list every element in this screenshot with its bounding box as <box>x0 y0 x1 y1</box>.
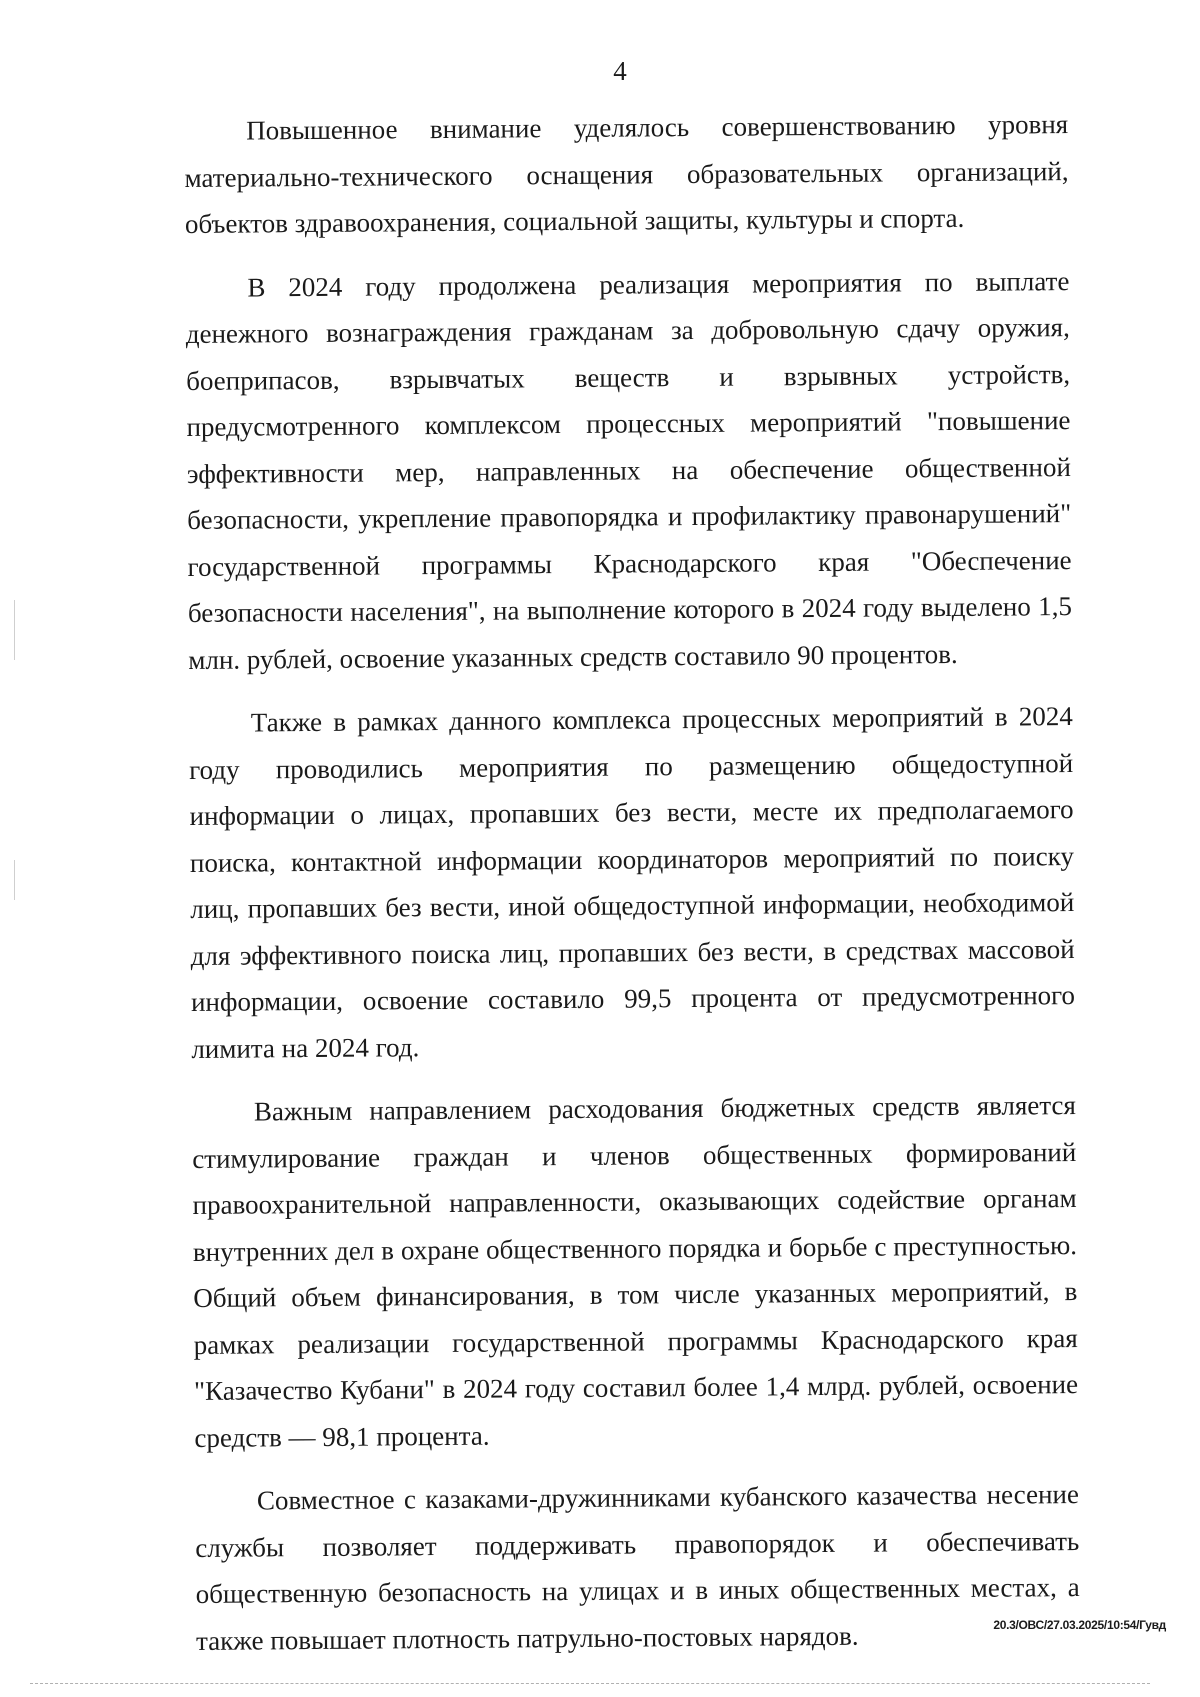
paragraph-equipment: Повышенное внимание уделялось совершенствованию уровня материально-технического оснащения образовательных организаций, объектов здравоохранения, социальной защиты, культуры и спорта. <box>184 109 1069 239</box>
scan-bottom-edge <box>30 1683 1150 1684</box>
scan-left-edge-mark <box>14 600 15 660</box>
paragraph-missing-persons: Также в рамках данного комплекса процессных мероприятий в 2024 году проводились мероприятия по размещению общедоступной информации о лицах, пропавших без вести, месте их предполагаемого поиска, контактной информации координаторов мероприятий по поиску лиц, пропавших без вести, иной общедоступной информации, необходимой для эффективного поиска лиц, пропавших без вести, в средствах массовой информации, освоение составило 99,5 процента от предусмотренного лимита на 2024 год. <box>189 701 1076 1064</box>
page-number: 4 <box>613 56 627 86</box>
scan-left-edge-mark <box>14 860 15 900</box>
paragraph-weapons-reward: В 2024 году продолжена реализация мероприятия по выплате денежного вознаграждения гражданам за добровольную сдачу оружия, боеприпасов, взрывчатых веществ и взрывных устройств, предусмотренного комплексом процессных мероприятий "повышение эффективности мер, направленных на обеспечение общественной безопасности, укрепление правопорядка и профилактику правонарушений" государственной программы Краснодарского края "Обеспечение безопасности населения", на выполнение которого в 2024 году выделено 1,5 млн. рублей, освоение указанных средств составило 90 процентов. <box>185 265 1073 675</box>
document-body <box>184 101 1080 1681</box>
paragraph-budget-direction: Важным направлением расходования бюджетных средств является стимулирование граждан и членов общественных формирований правоохранительной направленности, оказывающих содействие органам внутренних дел в охране общественного порядка и борьбе с преступностью. Общий объем финансирования, в том числе указанных мероприятий, в рамках реализации государственной программы Краснодарского края "Казачество Кубани" в 2024 году составил более 1,4 млрд. рублей, освоение средств — 98,1 процента. <box>192 1090 1079 1453</box>
document-registration-code: 20.3/ОВС/27.03.2025/10:54/Гувд <box>993 1618 1166 1632</box>
paragraph-cossack-patrols: Совместное с казаками-дружинниками кубанского казачества несение службы позволяет поддерживать правопорядок и обеспечивать общественную безопасность на улицах и в иных общественных местах, а также повышает плотность патрульно-постовых нарядов. <box>195 1479 1080 1656</box>
